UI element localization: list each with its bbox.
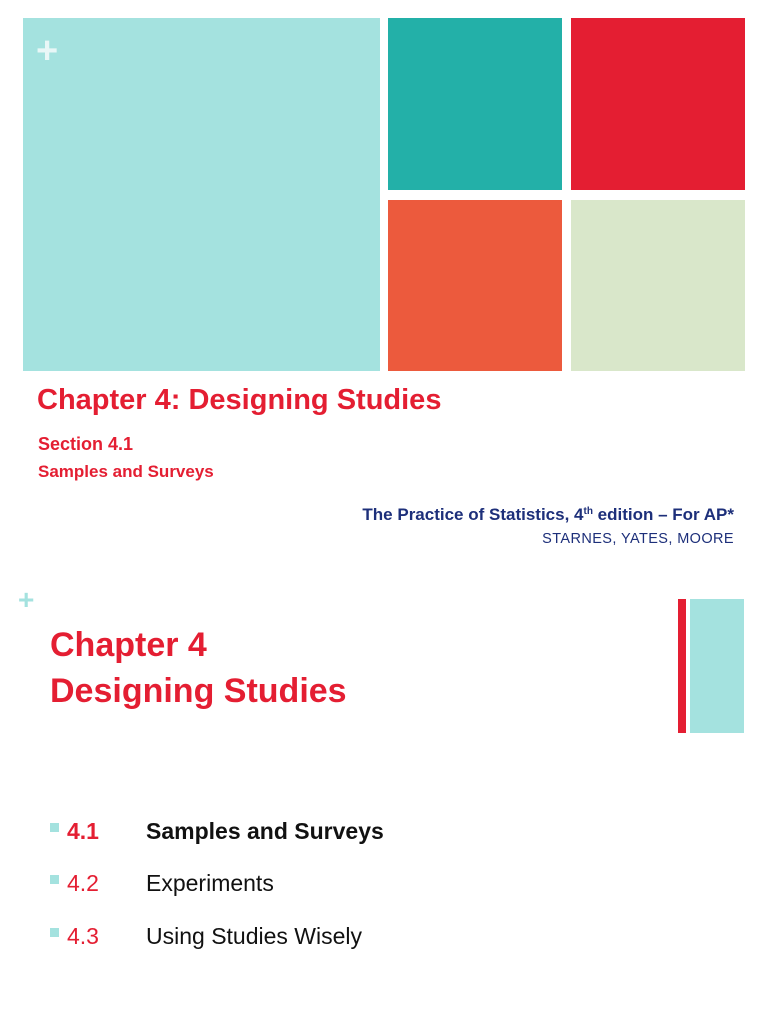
chapter-subheading: Designing Studies: [50, 672, 347, 710]
square-bullet-icon: [50, 875, 59, 884]
authors: STARNES, YATES, MOORE: [542, 531, 734, 547]
toc-item-4-3[interactable]: [50, 921, 362, 951]
square-bullet-icon: [50, 823, 59, 832]
plus-icon: +: [36, 30, 59, 72]
red-tile: [571, 18, 745, 190]
toc-number: 4.2: [67, 869, 99, 896]
section-number: Section 4.1: [38, 434, 134, 454]
toc-title: Samples and Surveys: [146, 817, 384, 844]
book-title-superscript: th: [583, 506, 593, 517]
teal-tile: [388, 18, 562, 190]
sage-tile: [571, 200, 745, 371]
red-accent-bar: [678, 599, 686, 733]
teal-accent-bar: [690, 599, 744, 733]
toc-title: Experiments: [146, 869, 274, 896]
chapter-heading: Chapter 4: [50, 626, 207, 664]
plus-icon: +: [18, 584, 35, 615]
book-title-edition: edition – For AP*: [592, 505, 734, 524]
toc-title: Using Studies Wisely: [146, 922, 363, 949]
section-name: Samples and Surveys: [38, 462, 214, 481]
toc-number: 4.3: [67, 922, 99, 949]
toc-number: 4.1: [67, 817, 99, 844]
light-teal-tile: [23, 18, 380, 371]
toc-item-4-1[interactable]: [50, 816, 384, 846]
book-title: [362, 505, 734, 525]
toc-item-4-2[interactable]: [50, 868, 274, 898]
orange-tile: [388, 200, 562, 371]
square-bullet-icon: [50, 928, 59, 937]
slide-title: Chapter 4: Designing Studies: [37, 384, 442, 416]
chapter-overview-slide: [0, 580, 768, 1024]
book-title-text: The Practice of Statistics, 4: [362, 505, 584, 524]
